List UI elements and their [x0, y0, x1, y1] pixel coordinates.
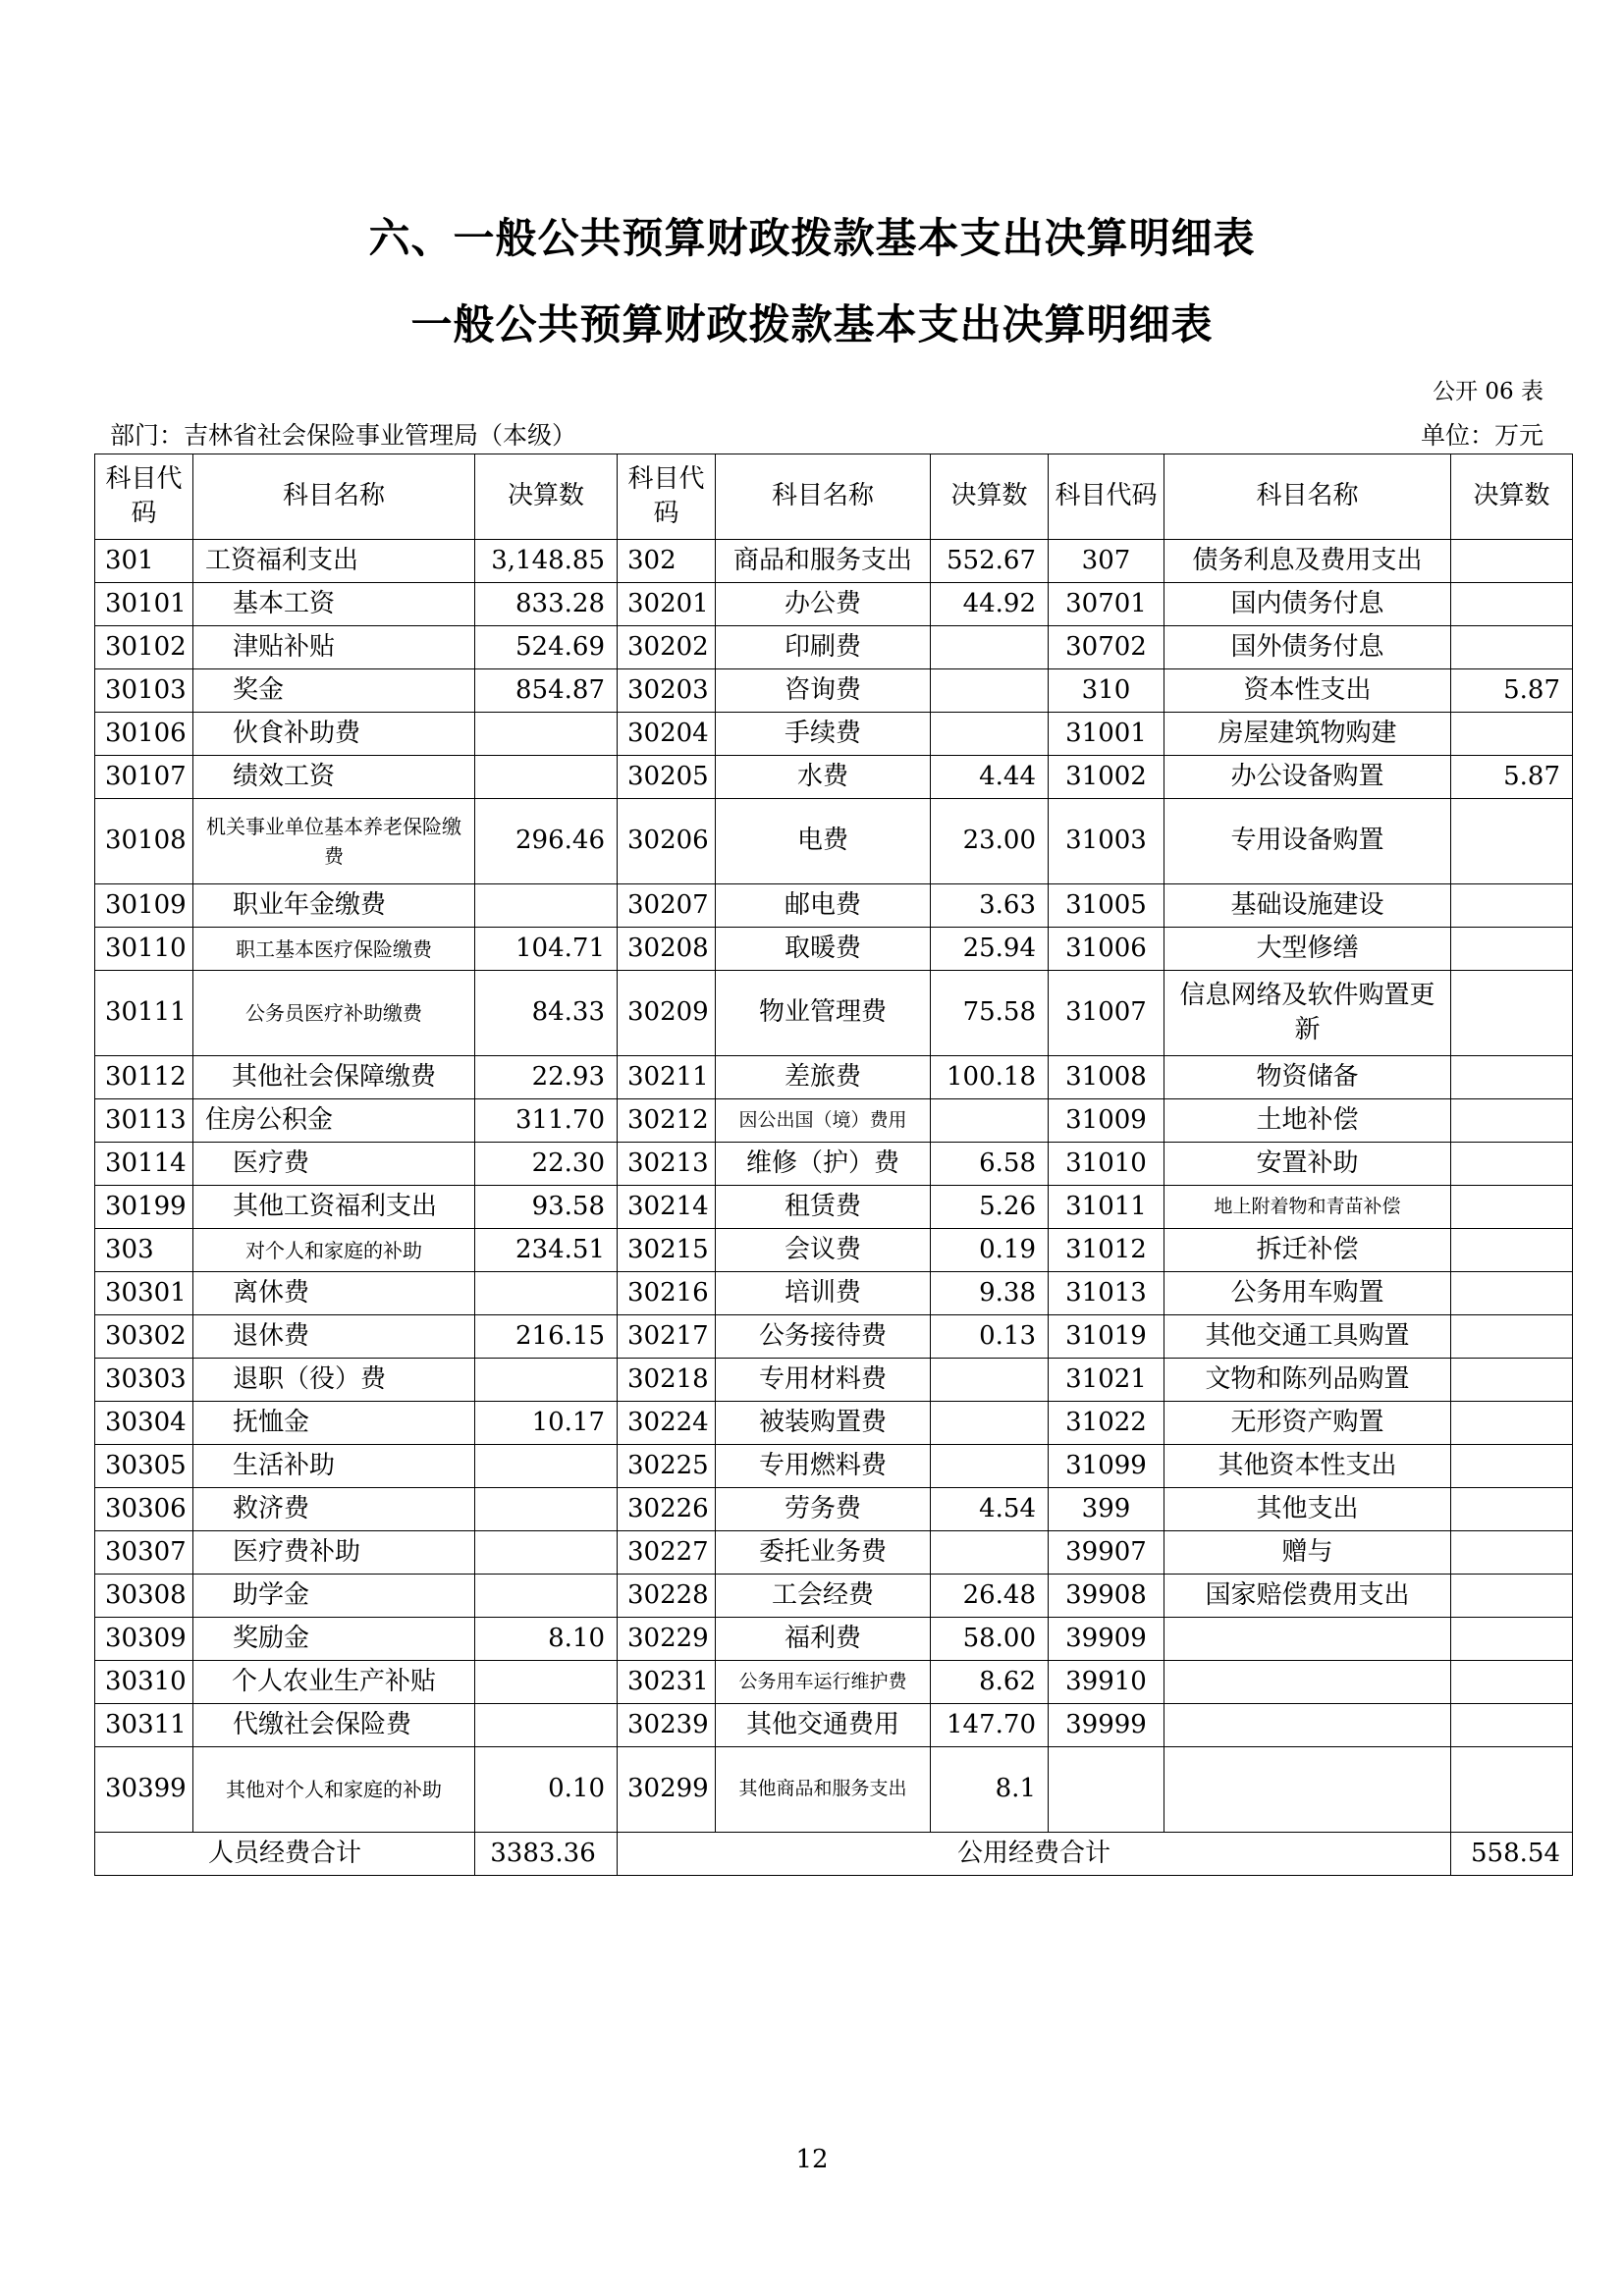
cell-name-1: 退休费 — [193, 1315, 475, 1359]
cell-amount-3 — [1451, 1531, 1573, 1575]
cell-code-3: 39909 — [1049, 1618, 1164, 1661]
cell-name-2: 电费 — [716, 799, 931, 884]
cell-code-3: 31009 — [1049, 1099, 1164, 1143]
cell-amount-2: 75.58 — [931, 971, 1049, 1056]
cell-code-2: 30208 — [618, 928, 716, 971]
cell-name-2: 被装购置费 — [716, 1402, 931, 1445]
cell-name-1: 工资福利支出 — [193, 540, 475, 583]
cell-name-3: 拆迁补偿 — [1164, 1229, 1451, 1272]
cell-code-3: 31002 — [1049, 756, 1164, 799]
cell-amount-3 — [1451, 971, 1573, 1056]
cell-amount-3 — [1451, 1661, 1573, 1704]
cell-code-2: 30214 — [618, 1186, 716, 1229]
cell-name-1: 个人农业生产补贴 — [193, 1661, 475, 1704]
cell-name-2: 因公出国（境）费用 — [716, 1099, 931, 1143]
cell-name-1: 医疗费 — [193, 1143, 475, 1186]
cell-amount-3 — [1451, 1402, 1573, 1445]
table-row — [95, 1531, 1573, 1575]
cell-name-3: 其他资本性支出 — [1164, 1445, 1451, 1488]
cell-name-2: 咨询费 — [716, 669, 931, 713]
cell-code-2: 30228 — [618, 1575, 716, 1618]
cell-amount-2: 4.44 — [931, 756, 1049, 799]
cell-amount-2 — [931, 1099, 1049, 1143]
cell-name-2: 水费 — [716, 756, 931, 799]
cell-name-3: 专用设备购置 — [1164, 799, 1451, 884]
cell-name-3: 大型修缮 — [1164, 928, 1451, 971]
table-row — [95, 971, 1573, 1056]
cell-amount-3 — [1451, 928, 1573, 971]
cell-code-1: 30303 — [95, 1359, 193, 1402]
cell-name-2: 印刷费 — [716, 626, 931, 669]
cell-amount-2 — [931, 1531, 1049, 1575]
table-row — [95, 583, 1573, 626]
cell-name-3: 债务利息及费用支出 — [1164, 540, 1451, 583]
cell-name-3: 无形资产购置 — [1164, 1402, 1451, 1445]
cell-code-2: 30205 — [618, 756, 716, 799]
cell-amount-2 — [931, 626, 1049, 669]
cell-amount-3 — [1451, 884, 1573, 928]
cell-code-2: 30206 — [618, 799, 716, 884]
cell-code-2: 30216 — [618, 1272, 716, 1315]
cell-code-3 — [1049, 1747, 1164, 1833]
table-row — [95, 1661, 1573, 1704]
cell-amount-2: 4.54 — [931, 1488, 1049, 1531]
cell-code-3: 307 — [1049, 540, 1164, 583]
cell-code-3: 31099 — [1049, 1445, 1164, 1488]
cell-amount-2: 0.19 — [931, 1229, 1049, 1272]
cell-amount-3 — [1451, 1099, 1573, 1143]
table-row — [95, 1402, 1573, 1445]
cell-amount-1: 93.58 — [475, 1186, 618, 1229]
cell-code-3: 31003 — [1049, 799, 1164, 884]
cell-amount-1: 8.10 — [475, 1618, 618, 1661]
cell-code-3: 31013 — [1049, 1272, 1164, 1315]
cell-code-2: 30203 — [618, 669, 716, 713]
cell-amount-1: 0.10 — [475, 1747, 618, 1833]
cell-amount-1: 854.87 — [475, 669, 618, 713]
table-row — [95, 1618, 1573, 1661]
cell-name-1: 津贴补贴 — [193, 626, 475, 669]
cell-amount-3 — [1451, 713, 1573, 756]
cell-name-1: 职工基本医疗保险缴费 — [193, 928, 475, 971]
cell-name-3: 物资储备 — [1164, 1056, 1451, 1099]
table-row — [95, 1488, 1573, 1531]
cell-name-3: 其他交通工具购置 — [1164, 1315, 1451, 1359]
cell-code-3: 30702 — [1049, 626, 1164, 669]
cell-amount-2 — [931, 1445, 1049, 1488]
table-row — [95, 884, 1573, 928]
cell-name-1: 其他工资福利支出 — [193, 1186, 475, 1229]
cell-code-1: 30114 — [95, 1143, 193, 1186]
cell-amount-1: 104.71 — [475, 928, 618, 971]
personnel-total-label: 人员经费合计 — [95, 1833, 475, 1876]
form-number: 公开 06 表 — [1433, 379, 1543, 404]
table-row — [95, 626, 1573, 669]
public-total-value: 558.54 — [1451, 1833, 1573, 1876]
cell-name-1: 退职（役）费 — [193, 1359, 475, 1402]
table-row — [95, 928, 1573, 971]
cell-name-3: 国内债务付息 — [1164, 583, 1451, 626]
cell-name-1: 基本工资 — [193, 583, 475, 626]
cell-amount-3: 5.87 — [1451, 756, 1573, 799]
cell-code-2: 30213 — [618, 1143, 716, 1186]
cell-amount-2 — [931, 1359, 1049, 1402]
table-row — [95, 1186, 1573, 1229]
cell-name-3: 国外债务付息 — [1164, 626, 1451, 669]
header-row — [95, 454, 1573, 540]
cell-code-2: 30209 — [618, 971, 716, 1056]
unit-label: 单位：万元 — [1420, 421, 1543, 450]
cell-code-1: 30304 — [95, 1402, 193, 1445]
cell-amount-1 — [475, 1445, 618, 1488]
cell-code-3: 31005 — [1049, 884, 1164, 928]
cell-amount-2: 5.26 — [931, 1186, 1049, 1229]
header-name-2: 科目名称 — [716, 454, 931, 540]
cell-amount-1: 296.46 — [475, 799, 618, 884]
cell-code-2: 30225 — [618, 1445, 716, 1488]
header-code-2: 科目代码 — [618, 454, 716, 540]
cell-name-1: 机关事业单位基本养老保险缴费 — [193, 799, 475, 884]
table-row — [95, 540, 1573, 583]
cell-name-1: 代缴社会保险费 — [193, 1704, 475, 1747]
cell-amount-3 — [1451, 626, 1573, 669]
cell-code-2: 30201 — [618, 583, 716, 626]
cell-code-1: 30102 — [95, 626, 193, 669]
cell-amount-3 — [1451, 1143, 1573, 1186]
cell-name-3: 国家赔偿费用支出 — [1164, 1575, 1451, 1618]
cell-name-2: 商品和服务支出 — [716, 540, 931, 583]
cell-code-1: 30307 — [95, 1531, 193, 1575]
cell-name-2: 专用材料费 — [716, 1359, 931, 1402]
cell-code-1: 30308 — [95, 1575, 193, 1618]
cell-name-1: 绩效工资 — [193, 756, 475, 799]
department-label: 部门：吉林省社会保险事业管理局（本级） — [110, 421, 577, 450]
cell-name-3: 土地补偿 — [1164, 1099, 1451, 1143]
header-name-1: 科目名称 — [193, 454, 475, 540]
cell-amount-1 — [475, 1704, 618, 1747]
table-row — [95, 1575, 1573, 1618]
table-row — [95, 1099, 1573, 1143]
cell-name-3 — [1164, 1704, 1451, 1747]
table-row — [95, 756, 1573, 799]
cell-name-2: 手续费 — [716, 713, 931, 756]
cell-code-1: 30199 — [95, 1186, 193, 1229]
header-amount-3: 决算数 — [1451, 454, 1573, 540]
page-number: 12 — [795, 2145, 829, 2174]
cell-name-1: 住房公积金 — [193, 1099, 475, 1143]
cell-amount-2: 3.63 — [931, 884, 1049, 928]
cell-amount-1 — [475, 713, 618, 756]
cell-amount-1: 84.33 — [475, 971, 618, 1056]
cell-amount-1: 22.30 — [475, 1143, 618, 1186]
cell-amount-1 — [475, 1488, 618, 1531]
cell-code-3: 31007 — [1049, 971, 1164, 1056]
table-row — [95, 1747, 1573, 1833]
cell-amount-1 — [475, 1272, 618, 1315]
table-row — [95, 1272, 1573, 1315]
cell-name-2: 邮电费 — [716, 884, 931, 928]
cell-name-3: 其他支出 — [1164, 1488, 1451, 1531]
cell-code-1: 30103 — [95, 669, 193, 713]
cell-name-2: 差旅费 — [716, 1056, 931, 1099]
cell-name-3 — [1164, 1618, 1451, 1661]
cell-code-1: 30302 — [95, 1315, 193, 1359]
cell-code-1: 301 — [95, 540, 193, 583]
cell-code-1: 30106 — [95, 713, 193, 756]
table-row — [95, 1704, 1573, 1747]
cell-name-1: 公务员医疗补助缴费 — [193, 971, 475, 1056]
cell-name-2: 专用燃料费 — [716, 1445, 931, 1488]
cell-code-3: 31011 — [1049, 1186, 1164, 1229]
cell-code-2: 30231 — [618, 1661, 716, 1704]
cell-name-1: 伙食补助费 — [193, 713, 475, 756]
table-row — [95, 1315, 1573, 1359]
table-row — [95, 1143, 1573, 1186]
cell-code-3: 399 — [1049, 1488, 1164, 1531]
cell-name-1: 离休费 — [193, 1272, 475, 1315]
cell-code-1: 30110 — [95, 928, 193, 971]
cell-name-2: 公务接待费 — [716, 1315, 931, 1359]
cell-amount-3: 5.87 — [1451, 669, 1573, 713]
cell-code-2: 30202 — [618, 626, 716, 669]
table-title: 一般公共预算财政拨款基本支出决算明细表 — [410, 300, 1214, 348]
cell-code-3: 39908 — [1049, 1575, 1164, 1618]
cell-name-1: 职业年金缴费 — [193, 884, 475, 928]
cell-code-3: 31021 — [1049, 1359, 1164, 1402]
cell-amount-2: 147.70 — [931, 1704, 1049, 1747]
cell-amount-2 — [931, 713, 1049, 756]
cell-amount-3 — [1451, 1229, 1573, 1272]
cell-name-2: 劳务费 — [716, 1488, 931, 1531]
header-code-1: 科目代码 — [95, 454, 193, 540]
cell-amount-3 — [1451, 1747, 1573, 1833]
cell-code-1: 30306 — [95, 1488, 193, 1531]
cell-code-2: 30229 — [618, 1618, 716, 1661]
cell-code-1: 30311 — [95, 1704, 193, 1747]
cell-amount-3 — [1451, 1186, 1573, 1229]
cell-name-2: 委托业务费 — [716, 1531, 931, 1575]
cell-code-2: 30212 — [618, 1099, 716, 1143]
cell-code-1: 30101 — [95, 583, 193, 626]
cell-code-1: 30108 — [95, 799, 193, 884]
cell-code-2: 30217 — [618, 1315, 716, 1359]
cell-amount-1: 833.28 — [475, 583, 618, 626]
cell-name-3: 信息网络及软件购置更新 — [1164, 971, 1451, 1056]
cell-code-1: 30107 — [95, 756, 193, 799]
cell-code-2: 30207 — [618, 884, 716, 928]
cell-name-1: 救济费 — [193, 1488, 475, 1531]
cell-name-2: 会议费 — [716, 1229, 931, 1272]
cell-amount-3 — [1451, 799, 1573, 884]
cell-code-3: 31006 — [1049, 928, 1164, 971]
cell-code-1: 30111 — [95, 971, 193, 1056]
header-code-3: 科目代码 — [1049, 454, 1164, 540]
cell-name-1: 其他社会保障缴费 — [193, 1056, 475, 1099]
table-row — [95, 1229, 1573, 1272]
cell-code-2: 302 — [618, 540, 716, 583]
cell-amount-1 — [475, 1531, 618, 1575]
cell-code-1: 30301 — [95, 1272, 193, 1315]
cell-code-1: 30309 — [95, 1618, 193, 1661]
cell-code-2: 30218 — [618, 1359, 716, 1402]
cell-name-1: 生活补助 — [193, 1445, 475, 1488]
cell-name-1: 其他对个人和家庭的补助 — [193, 1747, 475, 1833]
totals-row — [95, 1833, 1573, 1876]
cell-name-3: 地上附着物和青苗补偿 — [1164, 1186, 1451, 1229]
cell-name-3: 资本性支出 — [1164, 669, 1451, 713]
cell-amount-2: 23.00 — [931, 799, 1049, 884]
cell-amount-1 — [475, 884, 618, 928]
cell-name-2: 租赁费 — [716, 1186, 931, 1229]
cell-amount-3 — [1451, 1445, 1573, 1488]
page-title: 六、一般公共预算财政拨款基本支出决算明细表 — [368, 214, 1256, 262]
cell-amount-1: 22.93 — [475, 1056, 618, 1099]
cell-code-2: 30226 — [618, 1488, 716, 1531]
cell-name-1: 奖励金 — [193, 1618, 475, 1661]
header-name-3: 科目名称 — [1164, 454, 1451, 540]
cell-amount-1: 10.17 — [475, 1402, 618, 1445]
cell-code-3: 39910 — [1049, 1661, 1164, 1704]
cell-amount-2: 26.48 — [931, 1575, 1049, 1618]
cell-amount-2: 8.1 — [931, 1747, 1049, 1833]
public-total-label: 公用经费合计 — [618, 1833, 1451, 1876]
cell-name-1: 对个人和家庭的补助 — [193, 1229, 475, 1272]
cell-amount-2: 8.62 — [931, 1661, 1049, 1704]
personnel-total-value: 3383.36 — [475, 1833, 618, 1876]
cell-amount-2 — [931, 1402, 1049, 1445]
cell-code-2: 30299 — [618, 1747, 716, 1833]
cell-name-3: 办公设备购置 — [1164, 756, 1451, 799]
cell-name-2: 维修（护）费 — [716, 1143, 931, 1186]
cell-code-2: 30227 — [618, 1531, 716, 1575]
cell-code-3: 39999 — [1049, 1704, 1164, 1747]
table-row — [95, 669, 1573, 713]
cell-name-1: 助学金 — [193, 1575, 475, 1618]
cell-name-2: 取暖费 — [716, 928, 931, 971]
cell-amount-3 — [1451, 1618, 1573, 1661]
cell-code-3: 31022 — [1049, 1402, 1164, 1445]
cell-amount-3 — [1451, 1575, 1573, 1618]
cell-code-2: 30239 — [618, 1704, 716, 1747]
cell-amount-3 — [1451, 1488, 1573, 1531]
cell-amount-1: 311.70 — [475, 1099, 618, 1143]
table-row — [95, 1359, 1573, 1402]
cell-amount-3 — [1451, 1056, 1573, 1099]
cell-amount-1: 216.15 — [475, 1315, 618, 1359]
cell-amount-1 — [475, 1661, 618, 1704]
cell-amount-2: 25.94 — [931, 928, 1049, 971]
cell-name-2: 其他交通费用 — [716, 1704, 931, 1747]
cell-code-3: 31012 — [1049, 1229, 1164, 1272]
cell-name-3: 安置补助 — [1164, 1143, 1451, 1186]
cell-code-1: 30305 — [95, 1445, 193, 1488]
cell-code-3: 31001 — [1049, 713, 1164, 756]
cell-amount-3 — [1451, 583, 1573, 626]
cell-amount-2 — [931, 669, 1049, 713]
cell-name-2: 物业管理费 — [716, 971, 931, 1056]
cell-amount-3 — [1451, 1359, 1573, 1402]
cell-name-3 — [1164, 1661, 1451, 1704]
cell-amount-2: 58.00 — [931, 1618, 1049, 1661]
cell-name-3: 公务用车购置 — [1164, 1272, 1451, 1315]
cell-code-3: 31010 — [1049, 1143, 1164, 1186]
cell-name-2: 公务用车运行维护费 — [716, 1661, 931, 1704]
cell-code-1: 303 — [95, 1229, 193, 1272]
table-row — [95, 1056, 1573, 1099]
cell-amount-1 — [475, 1359, 618, 1402]
cell-name-3: 房屋建筑物购建 — [1164, 713, 1451, 756]
cell-name-2: 福利费 — [716, 1618, 931, 1661]
table-row — [95, 1445, 1573, 1488]
cell-amount-1 — [475, 756, 618, 799]
cell-amount-3 — [1451, 540, 1573, 583]
cell-name-1: 奖金 — [193, 669, 475, 713]
cell-name-3: 赠与 — [1164, 1531, 1451, 1575]
cell-name-1: 抚恤金 — [193, 1402, 475, 1445]
cell-amount-1: 524.69 — [475, 626, 618, 669]
cell-name-3: 文物和陈列品购置 — [1164, 1359, 1451, 1402]
cell-name-3 — [1164, 1747, 1451, 1833]
cell-amount-1: 3,148.85 — [475, 540, 618, 583]
cell-code-3: 310 — [1049, 669, 1164, 713]
cell-code-3: 31008 — [1049, 1056, 1164, 1099]
table-row — [95, 799, 1573, 884]
cell-name-2: 培训费 — [716, 1272, 931, 1315]
cell-name-2: 工会经费 — [716, 1575, 931, 1618]
cell-code-3: 31019 — [1049, 1315, 1164, 1359]
cell-amount-3 — [1451, 1704, 1573, 1747]
cell-code-2: 30204 — [618, 713, 716, 756]
cell-name-2: 其他商品和服务支出 — [716, 1747, 931, 1833]
cell-code-3: 39907 — [1049, 1531, 1164, 1575]
cell-amount-2: 100.18 — [931, 1056, 1049, 1099]
cell-code-1: 30310 — [95, 1661, 193, 1704]
cell-amount-3 — [1451, 1315, 1573, 1359]
cell-code-1: 30113 — [95, 1099, 193, 1143]
cell-amount-1: 234.51 — [475, 1229, 618, 1272]
cell-amount-1 — [475, 1575, 618, 1618]
cell-amount-3 — [1451, 1272, 1573, 1315]
cell-code-1: 30112 — [95, 1056, 193, 1099]
cell-code-1: 30399 — [95, 1747, 193, 1833]
cell-amount-2: 552.67 — [931, 540, 1049, 583]
cell-name-2: 办公费 — [716, 583, 931, 626]
cell-amount-2: 44.92 — [931, 583, 1049, 626]
cell-name-1: 医疗费补助 — [193, 1531, 475, 1575]
cell-code-1: 30109 — [95, 884, 193, 928]
cell-code-2: 30211 — [618, 1056, 716, 1099]
cell-amount-2: 9.38 — [931, 1272, 1049, 1315]
expenditure-table — [94, 454, 1573, 1876]
cell-name-3: 基础设施建设 — [1164, 884, 1451, 928]
cell-amount-2: 6.58 — [931, 1143, 1049, 1186]
table-row — [95, 713, 1573, 756]
header-amount-2: 决算数 — [931, 454, 1049, 540]
header-amount-1: 决算数 — [475, 454, 618, 540]
cell-amount-2: 0.13 — [931, 1315, 1049, 1359]
cell-code-3: 30701 — [1049, 583, 1164, 626]
cell-code-2: 30215 — [618, 1229, 716, 1272]
cell-code-2: 30224 — [618, 1402, 716, 1445]
